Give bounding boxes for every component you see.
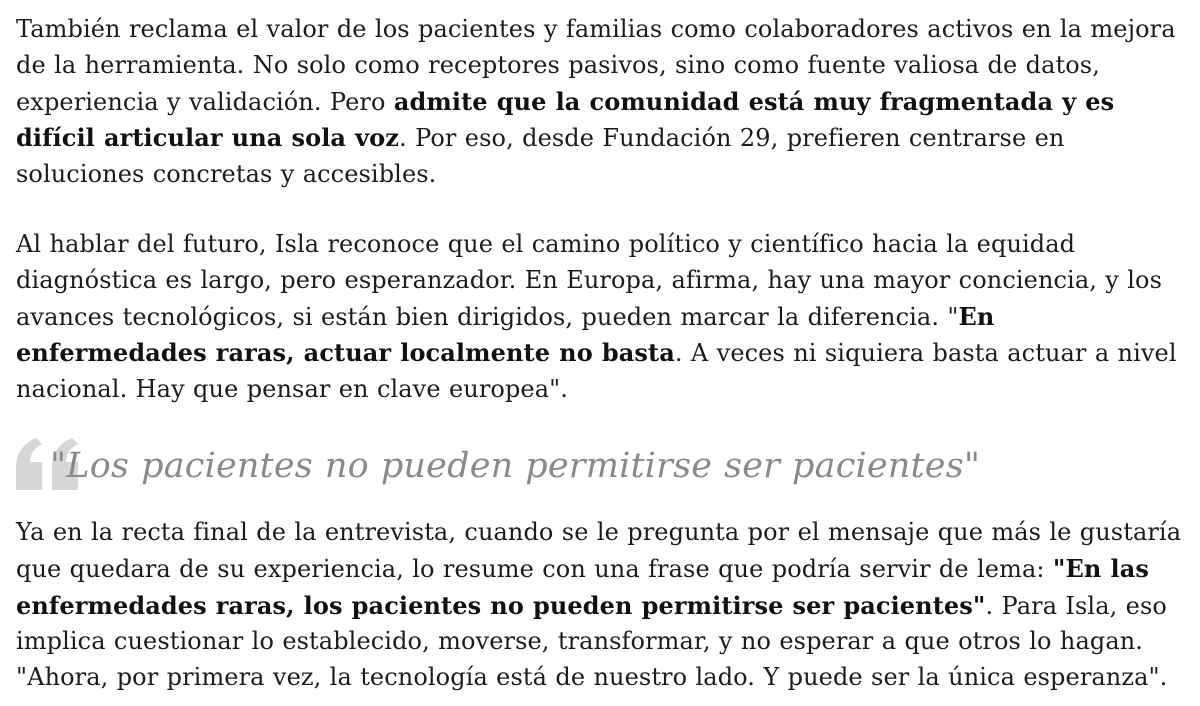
paragraph-text: Al hablar del futuro, Isla reconoce que el camino político y científico hacia la equidad diagnóstica es largo, pero esperanzador. En Europa, afirma, hay una mayor conciencia, y los avances tecnológicos, si están bien dirigidos, pueden marcar la diferencia. " xyxy=(16,230,1163,331)
paragraph-text: . Por eso, desde Fundación 29, prefieren centrarse en soluciones concretas y accesibles. xyxy=(16,124,1065,189)
paragraph-text: También reclama el valor de los pacientes y familias como colaboradores activos en la mejora de la herramienta. No solo como receptores pasivos, sino como fuente valiosa de datos, experiencia y validación. Pero xyxy=(16,15,1176,116)
paragraph-text: . Para Isla, eso implica cuestionar lo establecido, moverse, transformar, y no esperar a que otros lo hagan. "Ahora, por primera vez, la tecnología está de nuestro lado. Y puede ser la única esperanza". xyxy=(16,591,1168,692)
pull-quote xyxy=(16,436,1192,496)
article-paragraph xyxy=(16,227,1192,408)
paragraph-bold-text: admite que la comunidad está muy fragmentada y es difícil articular una sola voz xyxy=(16,86,1115,153)
paragraph-text: Ya en la recta final de la entrevista, cuando se le pregunta por el mensaje que más le gustaría que quedara de su experiencia, lo resume con una frase que podría servir de lema: xyxy=(16,518,1182,583)
article-paragraph xyxy=(16,515,1192,696)
paragraph-text: . A veces ni siquiera basta actuar a nivel nacional. Hay que pensar en clave europea". xyxy=(16,339,1177,404)
pull-quote-text: "Los pacientes no pueden permitirse ser pacientes" xyxy=(50,446,981,486)
paragraph-bold-text: "En las enfermedades raras, los pacientes no pueden permitirse ser pacientes" xyxy=(16,553,1149,620)
paragraph-bold-text: En enfermedades raras, actuar localmente no basta xyxy=(16,301,995,368)
article-paragraph xyxy=(16,12,1192,193)
